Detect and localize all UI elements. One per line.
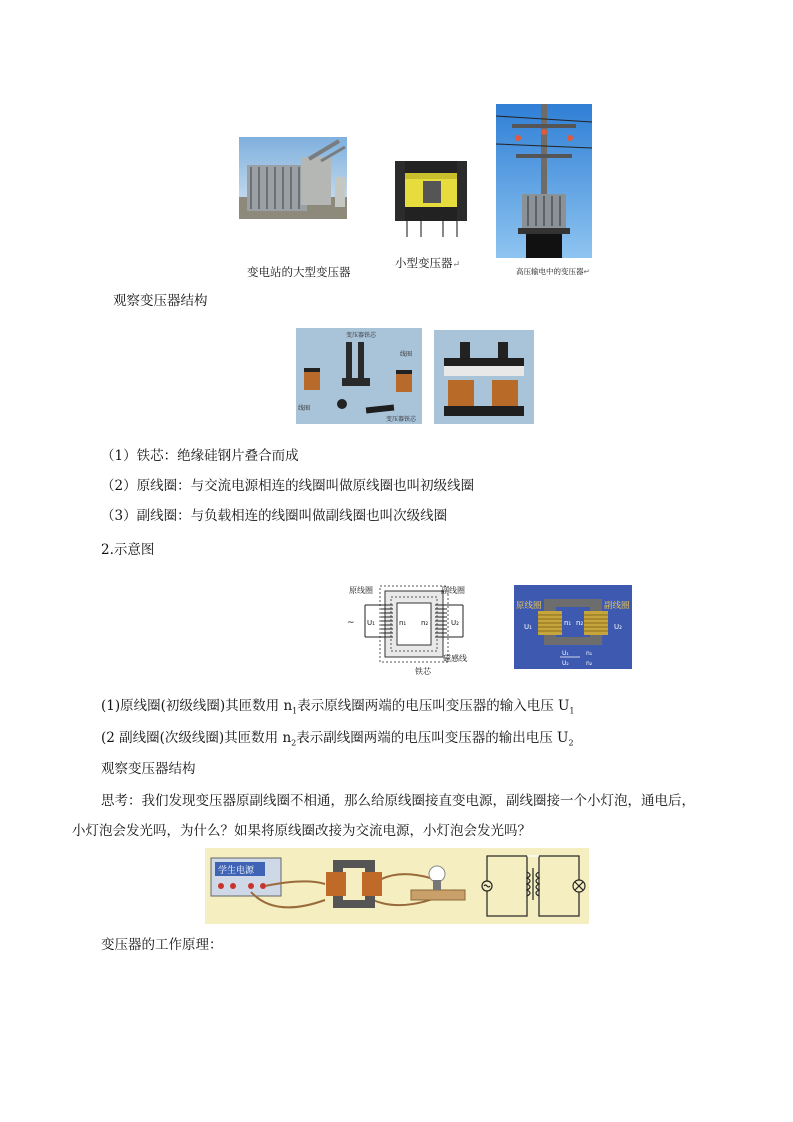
diagram2-u1-label: U₁ xyxy=(524,623,532,631)
heading-observe-structure-2: 观察变压器结构 xyxy=(101,761,196,777)
think-question-line-1: 思考：我们发现变压器原副线圈不相通，那么给原线圈接直变电源，副线圈接一个小灯泡，通电后， xyxy=(101,793,695,809)
assembled-transformer-photo xyxy=(434,330,534,424)
diagram-n1-label: n₁ xyxy=(399,619,407,627)
diagram-n2-label: n₂ xyxy=(421,619,429,627)
transformer-schematic-diagram xyxy=(345,581,473,677)
label-coil-left: 线圈 xyxy=(298,405,311,412)
diagram2-primary-label: 原线圈 xyxy=(516,601,542,611)
diagram2-ratio-n2: n₂ xyxy=(586,660,593,667)
caption-substation: 变电站的大型变压器 xyxy=(247,265,351,279)
diagram2-n2-label: n₂ xyxy=(576,619,584,627)
diagram-core-label: 铁芯 xyxy=(415,667,431,676)
diagram-u1-label: U₁ xyxy=(367,619,375,627)
item-primary-coil: （2）原线圈：与交流电源相连的线圈叫做原线圈也叫初级线圈 xyxy=(101,478,475,494)
power-supply-label: 学生电源 xyxy=(218,866,255,876)
caption-pole-transformer: 高压输电中的变压器↵ xyxy=(516,267,590,276)
diagram2-ratio-n1: n₁ xyxy=(586,650,593,657)
heading-working-principle: 变压器的工作原理： xyxy=(101,937,223,953)
section-2-title: 2.示意图 xyxy=(101,542,155,558)
diagram2-ratio-u1: U₁ xyxy=(562,650,569,657)
item-secondary-coil: （3）副线圈：与负载相连的线圈叫做副线圈也叫次级线圈 xyxy=(101,508,448,524)
pole-transformer-photo xyxy=(496,104,592,258)
desc-primary-coil: (1)原线圈(初级线圈)其匝数用 $n_1$表示原线圈两端的电压叫变压器的输入电压 $U_1$ xyxy=(101,698,575,716)
diagram-ac-symbol: ~ xyxy=(347,618,355,628)
caption-small-transformer: 小型变压器↵ xyxy=(395,256,461,270)
diagram-flux-label: 磁感线 xyxy=(443,654,467,663)
label-coil-right: 线圈 xyxy=(400,351,413,358)
diagram2-u2-label: U₂ xyxy=(614,623,622,631)
small-transformer-photo xyxy=(387,151,477,241)
diagram-secondary-label: 副线圈 xyxy=(441,586,465,595)
transformer-color-diagram xyxy=(514,585,632,669)
diagram2-ratio-u2: U₂ xyxy=(562,660,569,667)
think-question-line-2: 小灯泡会发光吗，为什么？如果将原线圈改接为交流电源，小灯泡会发光吗？ xyxy=(72,823,531,839)
heading-observe-structure-1: 观察变压器结构 xyxy=(113,293,208,309)
diagram-primary-label: 原线圈 xyxy=(349,586,373,595)
diagram2-n1-label: n₁ xyxy=(564,619,572,627)
diagram2-secondary-label: 副线圈 xyxy=(604,601,630,611)
desc-secondary-coil: (2 副线圈(次级线圈)其匝数用 $n_2$表示副线圈两端的电压叫变压器的输出电压 $U_2$ xyxy=(101,730,574,748)
substation-transformer-photo xyxy=(239,137,347,219)
diagram-u2-label: U₂ xyxy=(451,619,459,627)
label-core-bottom: 变压器铁芯 xyxy=(386,416,417,423)
label-core-top: 变压器铁芯 xyxy=(346,332,377,339)
experiment-illustration xyxy=(205,848,589,924)
item-iron-core: （1）铁芯：绝缘硅钢片叠合而成 xyxy=(101,448,299,464)
disassembled-transformer-photo xyxy=(296,328,422,424)
